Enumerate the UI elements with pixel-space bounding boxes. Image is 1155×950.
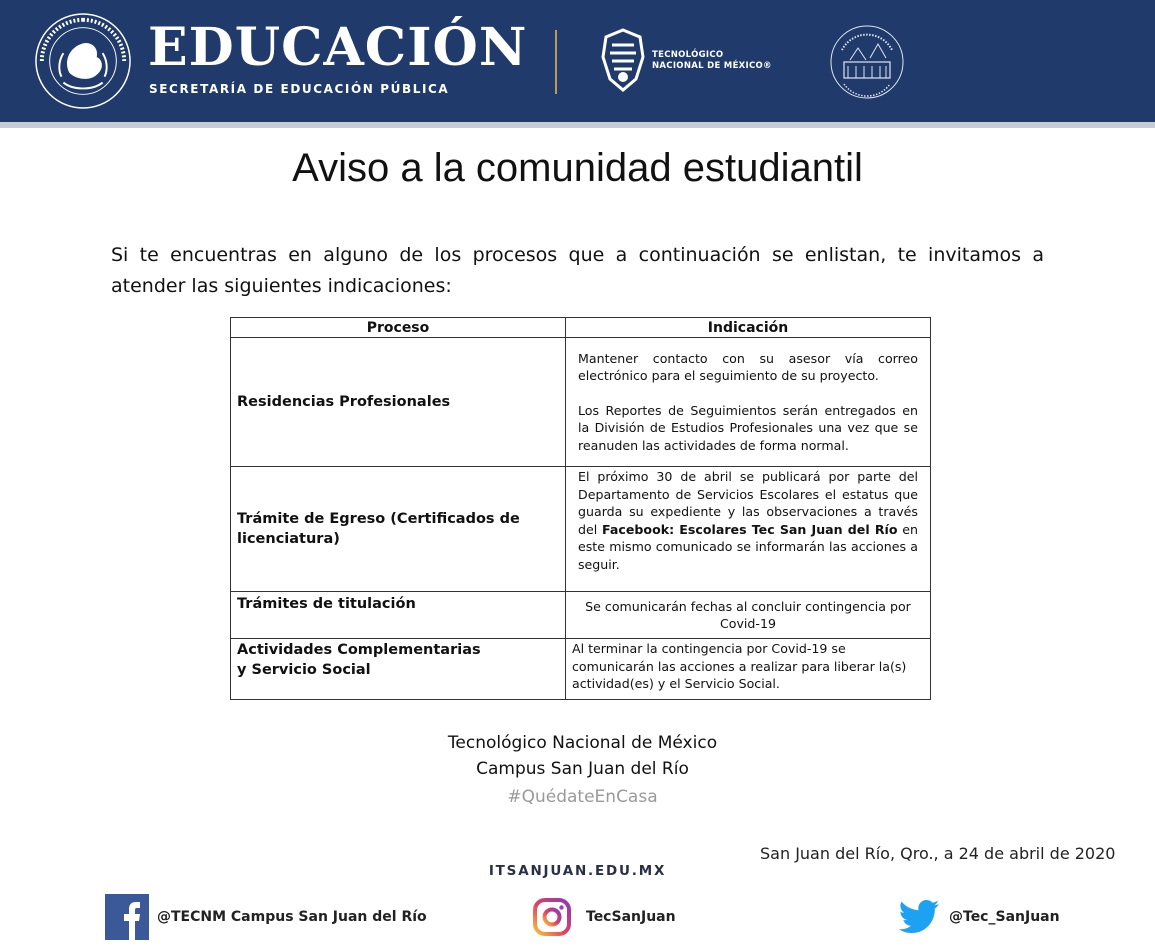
tecnm-name — [652, 50, 772, 72]
tecnm-name-line1: TECNOLÓGICO — [652, 50, 724, 60]
tecnm-logo-icon — [600, 27, 646, 93]
header-divider — [555, 30, 557, 94]
twitter-handle: @Tec_SanJuan — [949, 909, 1060, 925]
table-row — [231, 592, 931, 639]
process-cell — [231, 639, 566, 700]
hashtag: #QuédateEnCasa — [507, 787, 658, 807]
indication-text: en este mismo comunicado se informarán las acciones a seguir. — [578, 521, 918, 572]
table-row — [231, 639, 931, 700]
process-cell: Trámites de titulación — [231, 592, 566, 639]
page-title: Aviso a la comunidad estudiantil — [292, 146, 863, 190]
intro-paragraph: Si te encuentras en alguno de los procesos que a continuación se enlistan, te invitamos a atender las siguientes indicaciones: — [111, 244, 1044, 297]
facebook-reference: Facebook: Escolares Tec San Juan del Río — [602, 521, 898, 537]
instagram-handle: TecSanJuan — [586, 909, 676, 925]
indication-cell — [566, 467, 931, 592]
process-cell-line: y Servicio Social — [237, 662, 371, 678]
indication-cell — [566, 338, 931, 467]
brand-title: EDUCACIÓN — [148, 17, 528, 78]
column-header-indication: Indicación — [566, 318, 931, 338]
column-header-process: Proceso — [231, 318, 566, 338]
twitter-icon — [899, 900, 939, 934]
header-banner — [0, 0, 1155, 122]
indication-paragraph: Los Reportes de Seguimientos serán entregados en la División de Estudios Profesionales una vez que se reanuden las actividades de forma normal. — [578, 402, 918, 453]
process-cell: Residencias Profesionales — [231, 338, 566, 467]
indication-cell: Se comunicarán fechas al concluir contingencia por Covid-19 — [566, 592, 931, 639]
facebook-contact[interactable] — [105, 893, 427, 941]
header-underline — [0, 122, 1155, 128]
instagram-icon — [532, 897, 572, 937]
indication-cell: Al terminar la contingencia por Covid-19 se comunicarán las acciones a realizar para liberar la(s) actividad(es) y el Servicio Social. — [566, 639, 931, 700]
twitter-contact[interactable] — [899, 893, 1060, 941]
brand-subtitle: SECRETARÍA DE EDUCACIÓN PÚBLICA — [149, 82, 450, 96]
indication-text: El próximo 30 de abril se publicará por parte del Departamento de Servicios Escolares el estatus que guarda su expediente y las observaciones a través del — [578, 469, 918, 537]
indication-paragraph: Mantener contacto con su asesor vía correo electrónico para el seguimiento de su proyecto. — [578, 350, 918, 384]
instagram-contact[interactable] — [532, 893, 676, 941]
process-table — [230, 317, 931, 700]
mexican-coat-of-arms-icon — [34, 12, 132, 110]
process-cell: Trámite de Egreso (Certificados de licenciatura) — [231, 467, 566, 592]
process-cell-line: Actividades Complementarias — [237, 642, 481, 658]
website-link[interactable]: ITSANJUAN.EDU.MX — [488, 863, 667, 879]
table-row — [231, 338, 931, 467]
facebook-icon — [105, 894, 149, 940]
tecnm-name-line2: NACIONAL DE MÉXICO® — [652, 61, 772, 71]
campus-logo-icon — [828, 20, 906, 104]
place-date: San Juan del Río, Qro., a 24 de abril de 2020 — [760, 844, 1116, 863]
institution-name: Tecnológico Nacional de México — [447, 733, 718, 753]
campus-name: Campus San Juan del Río — [476, 759, 689, 779]
table-row — [231, 467, 931, 592]
facebook-handle: @TECNM Campus San Juan del Río — [157, 909, 427, 925]
table-header-row — [231, 318, 931, 338]
